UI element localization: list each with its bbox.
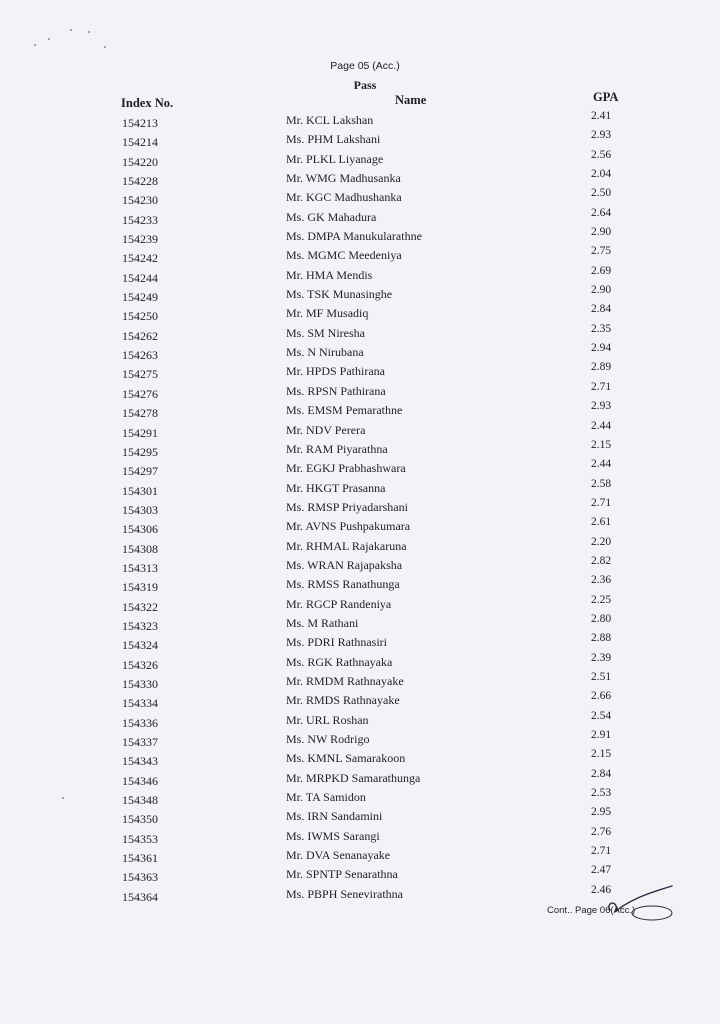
row-gpa: 2.44 [591,419,612,432]
continuation-note: Cont.. Page 06(Acc.) [547,905,636,916]
table-row [0,748,720,770]
header-gpa: GPA [593,90,619,104]
scan-speck [88,31,90,33]
row-gpa: 2.50 [591,187,612,200]
row-gpa: 2.39 [591,651,612,664]
row-gpa: 2.53 [591,787,612,800]
row-name: Mr. HPDS Pathirana [286,364,385,379]
row-index: 154295 [122,444,158,459]
row-gpa: 2.75 [591,245,612,258]
row-index: 154230 [122,193,158,208]
row-gpa: 2.76 [591,825,612,838]
scan-speck [104,46,106,48]
page-label: Page 05 (Acc.) [330,60,400,72]
row-name: Ms. WRAN Rajapaksha [286,557,403,572]
table-row [0,110,720,132]
row-index: 154337 [122,735,158,749]
row-name: Mr. PLKL Liyanage [286,151,384,166]
row-gpa: 2.15 [591,748,612,761]
row-name: Ms. DMPA Manukularathne [286,229,422,244]
row-gpa: 2.41 [591,110,612,122]
row-gpa: 2.64 [591,206,612,219]
row-index: 154242 [122,251,158,266]
row-gpa: 2.66 [591,690,612,703]
row-name: Ms. PDRI Rathnasiri [286,635,388,650]
table-row [0,168,720,190]
row-name: Mr. RGCP Randeniya [286,596,392,611]
row-index: 154301 [122,483,158,498]
row-index: 154291 [122,425,158,440]
row-gpa: 2.36 [591,574,612,587]
row-index: 154249 [122,290,158,305]
scan-speck [48,38,50,40]
row-name: Mr. SPNTP Senarathna [286,867,398,882]
section-title: Pass [353,78,377,92]
row-gpa: 2.69 [591,264,612,277]
row-gpa: 2.90 [591,226,612,239]
row-name: Ms. RGK Rathnayaka [286,654,393,669]
row-gpa: 2.82 [591,554,612,567]
table-row [0,612,720,635]
row-gpa: 2.47 [591,864,612,877]
row-name: Mr. EGKJ Prabhashwara [286,461,406,476]
table-row [0,187,720,209]
row-index: 154275 [122,367,158,382]
row-gpa: 2.35 [591,322,612,335]
table-row [0,729,720,751]
table-row [0,690,720,712]
row-index: 154334 [122,696,158,711]
row-name: Ms. NW Rodrigo [286,732,370,746]
table-row [0,554,720,577]
row-gpa: 2.88 [591,632,612,645]
row-gpa: 2.84 [591,303,612,316]
table-row [0,574,720,596]
table-row [0,670,720,693]
row-name: Mr. NDV Perera [286,422,366,437]
row-index: 154306 [122,522,158,537]
row-index: 154297 [122,464,158,479]
row-gpa: 2.71 [591,496,612,509]
row-index: 154214 [122,135,158,150]
row-name: Mr. MRPKD Samarathunga [286,770,421,785]
table-row [0,477,720,500]
row-name: Mr. RMDM Rathnayake [286,673,404,688]
row-index: 154324 [122,638,158,653]
row-name: Ms. N Nirubana [286,345,364,360]
table-row [0,651,720,674]
table-row [0,632,720,654]
row-index: 154326 [122,657,158,672]
row-index: 154319 [122,580,158,595]
scan-speck [70,29,72,31]
table-row [0,458,720,480]
row-name: Ms. RMSP Priyadarshani [286,499,408,514]
table-row [0,129,720,151]
row-index: 154278 [122,406,158,421]
row-index: 154350 [122,812,158,827]
row-index: 154239 [122,232,158,247]
row-name: Ms. KMNL Samarakoon [286,751,406,766]
header-name: Name [395,93,427,107]
row-index: 154308 [122,541,158,556]
row-name: Mr. HMA Mendis [286,267,373,282]
row-gpa: 2.25 [591,593,612,606]
table-row [0,845,720,867]
row-gpa: 2.80 [591,612,612,625]
row-index: 154336 [122,715,158,730]
table-row [0,400,720,422]
row-gpa: 2.90 [591,284,612,297]
row-gpa: 2.93 [591,400,612,413]
table-row [0,806,720,828]
row-index: 154250 [122,309,158,324]
row-name: Ms. M Rathani [286,615,359,630]
row-index: 154262 [122,328,158,343]
header-index: Index No. [121,96,174,110]
row-gpa: 2.56 [591,148,612,161]
row-index: 154323 [122,618,158,633]
row-index: 154228 [122,174,158,189]
row-gpa: 2.95 [591,806,612,819]
row-name: Mr. HKGT Prasanna [286,480,386,495]
row-name: Mr. RHMAL Rajakaruna [286,538,407,553]
row-index: 154303 [122,502,158,517]
row-name: Mr. MF Musadiq [286,306,369,321]
row-name: Mr. KGC Madhushanka [286,190,402,205]
table-row [0,264,720,287]
row-name: Ms. TSK Munasinghe [286,287,393,302]
table-row [0,419,720,442]
table-row [0,206,720,229]
row-gpa: 2.61 [591,516,612,529]
row-gpa: 2.89 [591,361,612,374]
table-row [0,496,720,519]
table-row [0,342,720,364]
table-row [0,709,720,732]
row-index: 154244 [122,270,158,285]
row-gpa: 2.71 [591,845,612,858]
row-index: 154363 [122,870,158,885]
row-name: Ms. PBPH Senevirathna [286,886,403,901]
row-gpa: 2.58 [591,477,612,490]
results-table [0,110,720,906]
row-index: 154330 [122,676,158,691]
row-index: 154364 [122,889,158,904]
row-gpa: 2.04 [591,168,612,181]
row-name: Mr. RMDS Rathnayake [286,693,400,708]
table-row [0,825,720,848]
row-gpa: 2.44 [591,458,612,471]
table-row [0,148,720,171]
row-gpa: 2.91 [591,729,612,741]
table-row [0,767,720,790]
row-name: Ms. PHM Lakshani [286,132,381,147]
row-index: 154263 [122,348,158,363]
table-row [0,593,720,616]
row-name: Mr. URL Roshan [286,712,369,727]
row-gpa: 2.94 [591,342,612,355]
row-gpa: 2.15 [591,438,612,451]
row-name: Mr. TA Samidon [286,790,366,805]
table-row [0,322,720,345]
row-name: Ms. MGMC Meedeniya [286,248,402,263]
row-index: 154353 [122,831,158,846]
row-gpa: 2.20 [591,535,612,548]
row-index: 154213 [122,116,158,130]
table-row [0,380,720,403]
table-row [0,284,720,306]
row-name: Mr. WMG Madhusanka [286,171,401,186]
row-name: Ms. GK Mahadura [286,209,377,224]
row-index: 154220 [122,154,158,169]
row-name: Ms. IRN Sandamini [286,809,383,824]
row-name: Mr. RAM Piyarathna [286,441,388,456]
table-row [0,516,720,538]
row-gpa: 2.71 [591,380,612,393]
row-gpa: 2.54 [591,709,612,722]
row-name: Ms. RPSN Pathirana [286,383,386,398]
scan-speck [34,44,36,46]
row-name: Mr. AVNS Pushpakumara [286,519,411,534]
table-row [0,226,720,248]
row-name: Mr. DVA Senanayake [286,848,391,863]
row-index: 154322 [122,599,158,614]
row-name: Ms. SM Niresha [286,325,366,340]
row-index: 154343 [122,754,158,769]
row-index: 154313 [122,560,158,575]
row-index: 154346 [122,773,158,788]
row-name: Ms. IWMS Sarangi [286,828,380,843]
row-index: 154361 [122,851,158,866]
row-gpa: 2.46 [591,883,612,896]
table-row [0,438,720,461]
table-row [0,245,720,267]
row-name: Mr. KCL Lakshan [286,113,374,127]
row-index: 154348 [122,793,158,808]
table-row [0,535,720,558]
row-index: 154233 [122,212,158,227]
row-index: 154276 [122,386,158,401]
row-name: Ms. RMSS Ranathunga [286,577,400,592]
table-row [0,787,720,809]
row-gpa: 2.93 [591,129,612,142]
row-gpa: 2.84 [591,767,612,780]
row-name: Ms. EMSM Pemarathne [286,403,403,418]
table-row [0,361,720,383]
table-row [0,303,720,325]
row-gpa: 2.51 [591,670,612,683]
